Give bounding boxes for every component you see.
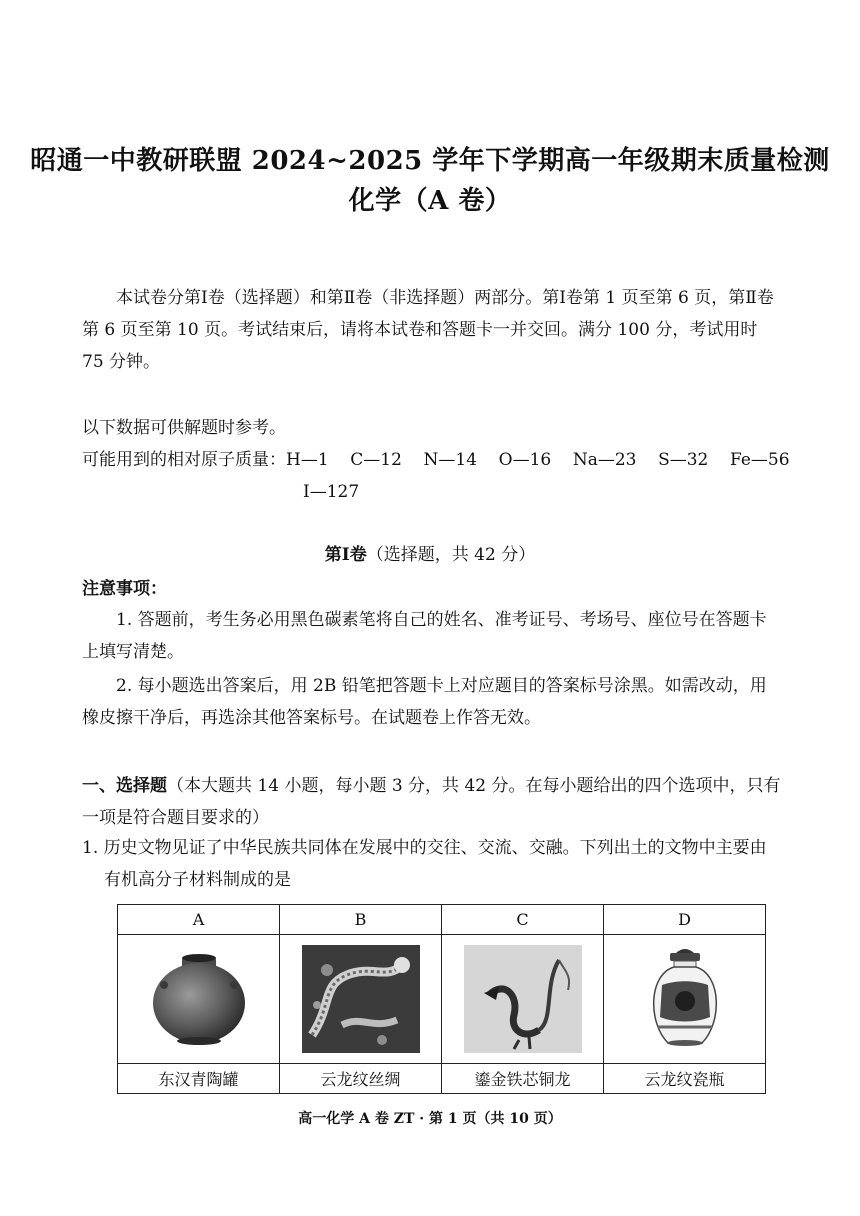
option-letter: C [442, 905, 604, 935]
note-item: 1. 答题前，考生务必用黑色碳素笔将自己的姓名、准考证号、考场号、座位号在答题卡上填写清楚。 [82, 610, 767, 662]
intro-paragraph: 本试卷分第Ⅰ卷（选择题）和第Ⅱ卷（非选择题）两部分。第Ⅰ卷第 1 页至第 6 页，第Ⅱ卷第 6 页至第 10 页。考试结束后，请将本试卷和答题卡一并交回。满分 100 分，考试用时 75 分钟。 [82, 288, 774, 372]
porcelain-vase-image [626, 945, 744, 1053]
section-title: 第Ⅰ卷 [324, 545, 367, 565]
silk-dragon-image [302, 945, 420, 1053]
notes-title: 注意事项： [82, 579, 167, 599]
exam-subtitle: 化学（A 卷） [348, 186, 512, 216]
atomic-masses-values: H—1 C—12 N—14 O—16 Na—23 S—32 Fe—56 [286, 450, 790, 470]
option-caption: 东汉青陶罐 [118, 1064, 280, 1094]
exam-title: 昭通一中教研联盟 2024~2025 学年下学期高一年级期末质量检测 [30, 146, 830, 176]
option-letter: B [280, 905, 442, 935]
section-header [0, 540, 860, 565]
note-item: 2. 每小题选出答案后，用 2B 铅笔把答题卡上对应题目的答案标号涂黑。如需改动，用橡皮擦干净后，再选涂其他答案标号。在试题卷上作答无效。 [82, 676, 767, 728]
option-letter: A [118, 905, 280, 935]
part-header [82, 770, 782, 834]
question-1-stem: 1. 历史文物见证了中华民族共同体在发展中的交往、交流、交融。下列出土的文物中主要由有机高分子材料制成的是 [82, 838, 767, 890]
part-title: 一、选择题 [82, 776, 167, 796]
section-subtitle: （选择题，共 42 分） [366, 545, 536, 565]
bronze-dragon-image [464, 945, 582, 1053]
option-letter: D [604, 905, 766, 935]
option-caption: 云龙纹瓷瓶 [604, 1064, 766, 1094]
atomic-masses-line2: I—127 [303, 482, 360, 502]
pottery-jar-image [140, 945, 258, 1053]
part-description: （本大题共 14 小题，每小题 3 分，共 42 分。在每小题给出的四个选项中，只有一项是符合题目要求的） [82, 776, 781, 828]
options-table [117, 904, 766, 1094]
option-caption: 云龙纹丝绸 [280, 1064, 442, 1094]
page-footer: 高一化学 A 卷 ZT · 第 1 页（共 10 页） [298, 1111, 562, 1127]
reference-note: 以下数据可供解题时参考。 [82, 418, 286, 438]
atomic-masses [82, 444, 790, 476]
atomic-masses-label: 可能用到的相对原子质量： [82, 450, 286, 470]
option-caption: 鎏金铁芯铜龙 [442, 1064, 604, 1094]
